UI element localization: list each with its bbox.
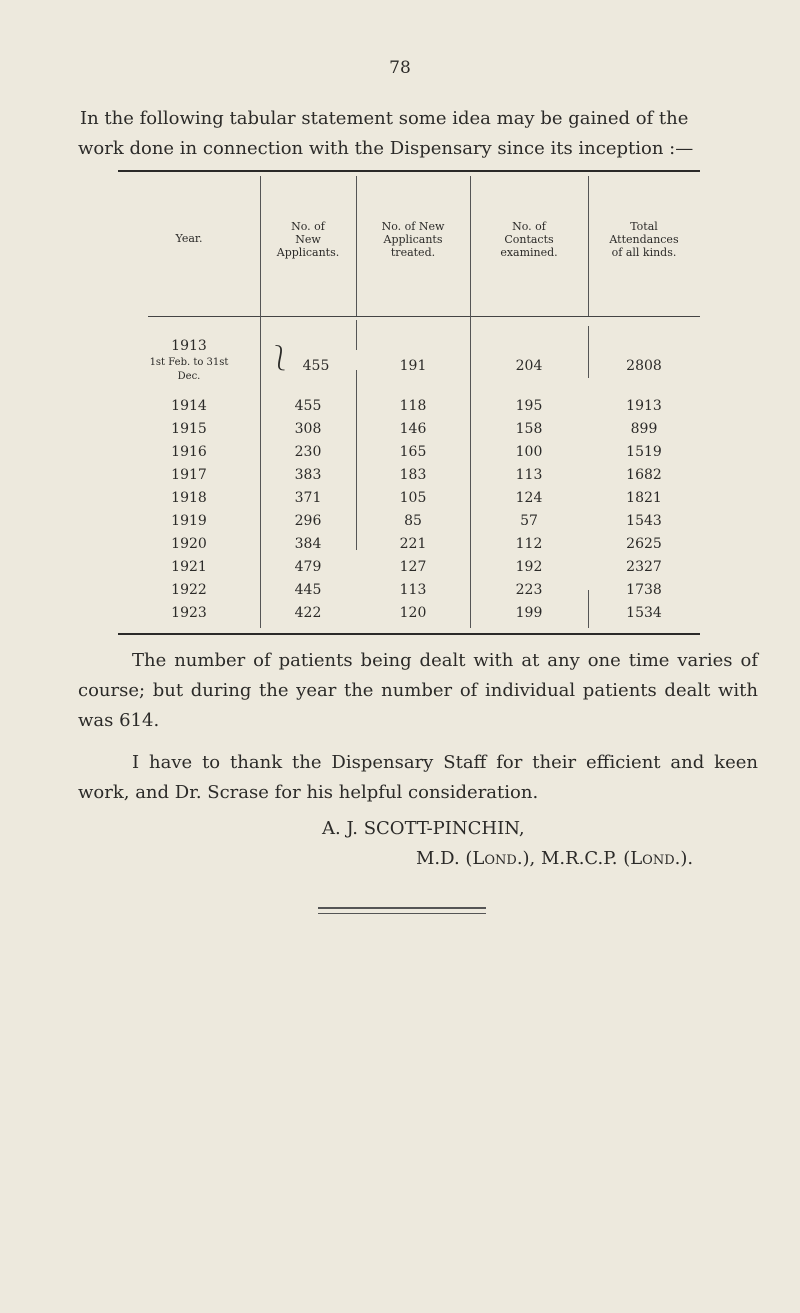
end-rule	[318, 907, 486, 909]
header-year: Year.	[175, 232, 203, 245]
cell-new-applicants: 308	[294, 421, 322, 437]
table-top-rule	[118, 170, 700, 172]
cell-new-applicants: 445	[294, 582, 322, 598]
table-row	[118, 559, 700, 579]
cell-attendances: 2327	[626, 559, 662, 575]
cell-treated: 127	[399, 559, 427, 575]
cell-contacts: 195	[515, 398, 543, 414]
cell-year: 1921	[171, 559, 207, 575]
cell-attendances: 1821	[626, 490, 662, 506]
cell-contacts: 192	[515, 559, 543, 575]
cell-new-applicants: 230	[294, 444, 322, 460]
end-rule	[318, 913, 486, 914]
cell-treated: 183	[399, 467, 427, 483]
signature-qualifications: M.D. (Lond.), M.R.C.P. (Lond.).	[416, 848, 694, 869]
cell-attendances: 899	[630, 421, 658, 437]
cell-year: 1918	[171, 490, 207, 506]
statistics-table	[118, 170, 700, 635]
cell-treated: 105	[399, 490, 427, 506]
cell-contacts: 199	[515, 605, 543, 621]
table-row	[118, 398, 700, 418]
table-row	[118, 358, 700, 378]
cell-contacts: 112	[515, 536, 543, 552]
column-divider	[356, 320, 357, 350]
cell-contacts: 113	[515, 467, 543, 483]
cell-attendances: 1543	[626, 513, 662, 529]
page-number: 78	[389, 58, 411, 78]
cell-attendances: 2808	[626, 358, 662, 374]
brace-icon: ⎱	[268, 344, 292, 372]
cell-year: 1922	[171, 582, 207, 598]
table-row	[118, 421, 700, 441]
cell-contacts: 100	[515, 444, 543, 460]
cell-contacts: 223	[515, 582, 543, 598]
table-row	[118, 490, 700, 510]
cell-year: 1920	[171, 536, 207, 552]
cell-contacts: 57	[520, 513, 538, 529]
header-contacts: No. of Contacts examined.	[500, 220, 558, 259]
cell-new-applicants: 383	[294, 467, 322, 483]
cell-year: 1916	[171, 444, 207, 460]
paragraph-patients: The number of patients being dealt with at any one time varies of course; but during the year the number of individual patients dealt with was 614.	[78, 650, 758, 731]
cell-year: 1919	[171, 513, 207, 529]
paragraph-thanks: I have to thank the Dispensary Staff for their efficient and keen work, and Dr. Scrase for his helpful consideration.	[78, 752, 758, 803]
cell-new-applicants: 455	[302, 358, 330, 374]
header-attendances: Total Attendances of all kinds.	[609, 220, 679, 259]
cell-year: 1914	[171, 398, 207, 414]
header-treated: No. of New Applicants treated.	[381, 220, 445, 259]
cell-attendances: 2625	[626, 536, 662, 552]
year-1913: 1913	[171, 338, 207, 354]
period-label-end: Dec.	[177, 371, 201, 382]
header-new-applicants: No. of New Applicants.	[276, 220, 340, 259]
cell-year: 1923	[171, 605, 207, 621]
cell-new-applicants: 455	[294, 398, 322, 414]
signature-name: A. J. SCOTT-PINCHIN,	[322, 818, 525, 839]
cell-new-applicants: 479	[294, 559, 322, 575]
table-row	[118, 582, 700, 602]
cell-treated: 120	[399, 605, 427, 621]
cell-contacts: 204	[515, 358, 543, 374]
cell-new-applicants: 384	[294, 536, 322, 552]
table-row	[118, 467, 700, 487]
cell-treated: 113	[399, 582, 427, 598]
table-row	[118, 513, 700, 533]
table-row	[118, 536, 700, 556]
intro-paragraph: In the following tabular statement some idea may be gained of the work done in connection with the Dispensary since its inception :—	[78, 108, 694, 159]
cell-treated: 191	[399, 358, 427, 374]
cell-treated: 165	[399, 444, 427, 460]
period-label: 1st Feb. to 31st	[149, 357, 229, 368]
cell-attendances: 1913	[626, 398, 662, 414]
cell-attendances: 1534	[626, 605, 662, 621]
cell-treated: 146	[399, 421, 427, 437]
cell-treated: 85	[404, 513, 422, 529]
cell-year: 1915	[171, 421, 207, 437]
cell-new-applicants: 296	[294, 513, 322, 529]
cell-treated: 118	[399, 398, 427, 414]
table-row	[118, 444, 700, 464]
table-row	[118, 605, 700, 625]
cell-treated: 221	[399, 536, 427, 552]
cell-new-applicants: 371	[294, 490, 322, 506]
table-bottom-rule	[118, 633, 700, 635]
cell-new-applicants: 422	[294, 605, 322, 621]
table-header-rule	[148, 316, 700, 317]
cell-attendances: 1738	[626, 582, 662, 598]
cell-attendances: 1519	[626, 444, 662, 460]
cell-attendances: 1682	[626, 467, 662, 483]
cell-year: 1917	[171, 467, 207, 483]
cell-contacts: 124	[515, 490, 543, 506]
cell-contacts: 158	[515, 421, 543, 437]
